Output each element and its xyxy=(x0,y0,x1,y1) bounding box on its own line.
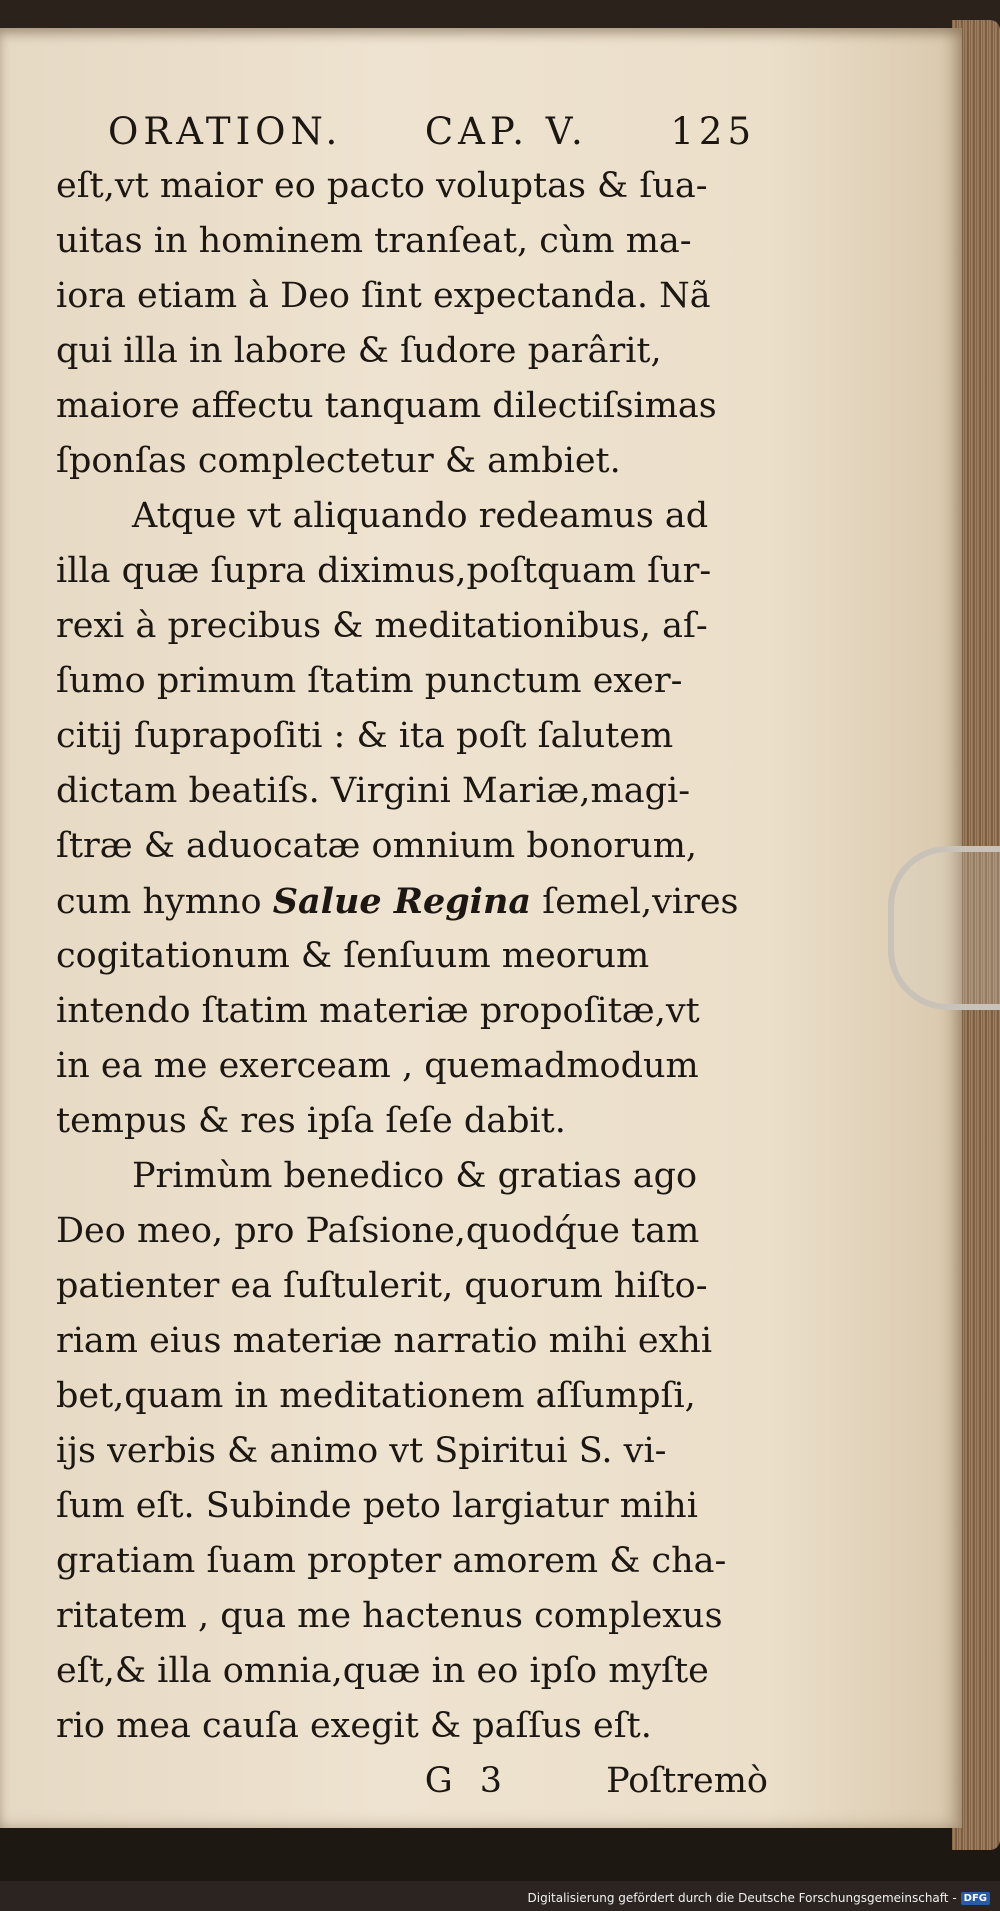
running-header xyxy=(108,104,756,159)
text-line: ijs verbis & animo vt Spiritui S. vi- xyxy=(56,1431,667,1471)
text-line: rexi à precibus & meditationibus, aſ- xyxy=(56,606,708,646)
text-line: intendo ſtatim materiæ propoſitæ,vt xyxy=(56,991,700,1031)
text-line: illa quæ ſupra diximus,poſtquam ſur- xyxy=(56,551,712,591)
text-line: Deo meo, pro Paſsione,quodq́ue tam xyxy=(56,1211,700,1251)
text-line: cogitationum & ſenſuum meorum xyxy=(56,936,650,976)
text-line: in ea me exerceam , quemadmodum xyxy=(56,1046,699,1086)
signature-mark: G 3 xyxy=(424,1761,511,1801)
page-footer xyxy=(56,1754,768,1809)
dfg-logo-icon: DFG xyxy=(961,1892,990,1905)
page-number: 125 xyxy=(670,110,756,153)
text-line: ſum eſt. Subinde peto largiatur mihi xyxy=(56,1486,698,1526)
text-line: ſtræ & aduocatæ omnium bonorum, xyxy=(56,826,698,866)
text-line-hymn xyxy=(56,874,756,929)
credit-text: Digitalisierung gefördert durch die Deutsche Forschungsgemeinschaft - xyxy=(527,1891,957,1905)
text-line: ſumo primum ſtatim punctum exer- xyxy=(56,661,683,701)
paragraph-start-line: Primùm benedico & gratias ago xyxy=(132,1156,698,1196)
text-fragment: cum hymno xyxy=(56,882,273,922)
text-line: tempus & res ipſa ſeſe dabit. xyxy=(56,1101,566,1141)
text-line: maiore affectu tanquam dilectiſsimas xyxy=(56,386,717,426)
book-clip xyxy=(888,846,1000,1010)
text-line: citij ſuprapoſiti : & ita poſt ſalutem xyxy=(56,716,674,756)
page-text xyxy=(56,104,768,1809)
text-line: uitas in hominem tranſeat, cùm ma- xyxy=(56,221,692,261)
running-title: ORATION. xyxy=(108,110,343,153)
text-fragment: ſemel,vires xyxy=(531,882,739,922)
text-line: ſponſas complectetur & ambiet. xyxy=(56,441,621,481)
text-line: eſt,& illa omnia,quæ in eo ipſo myſte xyxy=(56,1651,709,1691)
text-line: ritatem , qua me hactenus complexus xyxy=(56,1596,723,1636)
digitization-credit xyxy=(528,1891,991,1905)
text-line: bet,quam in meditationem aſſumpſi, xyxy=(56,1376,696,1416)
chapter-label: CAP. V. xyxy=(424,110,588,153)
text-line: dictam beatiſs. Virgini Mariæ,magi- xyxy=(56,771,691,811)
text-line: riam eius materiæ narratio mihi exhi xyxy=(56,1321,713,1361)
text-line: iora etiam à Deo ſint expectanda. Nã xyxy=(56,276,711,316)
text-line: rio mea cauſa exegit & paſſus eſt. xyxy=(56,1706,652,1746)
text-line: gratiam ſuam propter amorem & cha- xyxy=(56,1541,727,1581)
hymn-title: Salue Regina xyxy=(272,881,532,922)
paragraph-start-line: Atque vt aliquando redeamus ad xyxy=(132,496,709,536)
text-line: patienter ea ſuſtulerit, quorum hiſto- xyxy=(56,1266,708,1306)
text-line: qui illa in labore & ſudore parârit, xyxy=(56,331,662,371)
catchword: Poſtremò xyxy=(606,1761,768,1801)
text-line: eſt,vt maior eo pacto voluptas & ſua- xyxy=(56,166,708,206)
